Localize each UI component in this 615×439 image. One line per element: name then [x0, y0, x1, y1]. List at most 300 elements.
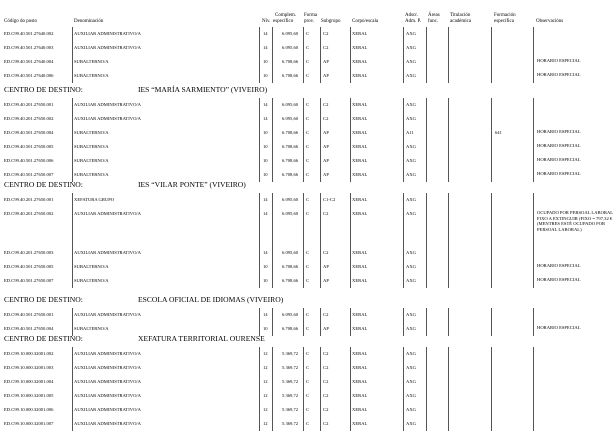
column-divider — [350, 207, 351, 246]
column-divider — [303, 260, 304, 274]
column-divider — [350, 403, 351, 417]
column-divider — [350, 347, 351, 361]
column-divider — [403, 347, 404, 361]
column-divider — [272, 112, 273, 126]
cell-observacions: HORARIO ESPECIAL — [537, 171, 581, 176]
column-divider — [448, 361, 449, 375]
column-divider — [259, 140, 260, 154]
cell-forma-prov: C — [306, 31, 310, 36]
cell-subgrupo: C2 — [323, 379, 329, 384]
column-divider — [426, 69, 427, 83]
column-divider — [72, 361, 73, 375]
column-divider — [448, 274, 449, 288]
cell-forma-prov: C — [306, 45, 310, 50]
column-divider — [491, 69, 492, 83]
cell-corpo: XERAL — [352, 59, 368, 64]
cell-forma-prov: C — [306, 393, 310, 398]
column-divider — [320, 308, 321, 322]
cell-forma-prov: C — [306, 264, 310, 269]
cell-denominacion: SUBALTERNO/A — [74, 264, 109, 269]
cell-corpo: XERAL — [352, 158, 368, 163]
cell-denominacion: AUXILIAR ADMINISTRATIVO/A — [74, 116, 141, 121]
cell-complemento: 6.708,66 — [282, 278, 299, 283]
cell-denominacion: SUBALTERNO/A — [74, 130, 109, 135]
column-divider — [303, 308, 304, 322]
cell-adscripcion: AXG — [406, 407, 416, 412]
column-divider — [320, 154, 321, 168]
cell-subgrupo: AP — [323, 326, 329, 331]
column-divider — [403, 126, 404, 140]
column-divider — [350, 274, 351, 288]
column-divider — [533, 55, 534, 69]
cell-adscripcion: AXG — [406, 211, 416, 216]
column-divider — [448, 246, 449, 260]
cell-codigo: ED.C99.10.000.32001.002 — [4, 351, 54, 356]
column-divider — [320, 361, 321, 375]
cell-codigo: ED.C99.40.501.27640.003 — [4, 45, 54, 50]
cell-complemento: 6.708,66 — [282, 73, 299, 78]
column-divider — [533, 168, 534, 182]
column-divider — [533, 154, 534, 168]
column-divider — [426, 126, 427, 140]
column-divider — [72, 260, 73, 274]
column-divider — [448, 98, 449, 112]
column-divider — [426, 55, 427, 69]
column-divider — [491, 27, 492, 41]
column-divider — [320, 274, 321, 288]
column-divider — [448, 41, 449, 55]
column-divider — [533, 403, 534, 417]
column-divider — [350, 308, 351, 322]
cell-complemento: 6.095,60 — [282, 102, 299, 107]
column-divider — [448, 112, 449, 126]
cell-codigo: ED.C99.40.201.27650.001 — [4, 197, 54, 202]
column-divider — [403, 274, 404, 288]
column-divider — [72, 140, 73, 154]
table-row — [0, 207, 615, 246]
column-divider — [491, 126, 492, 140]
column-divider — [259, 246, 260, 260]
table-row — [0, 193, 615, 207]
column-divider — [350, 417, 351, 431]
column-divider — [72, 69, 73, 83]
column-divider — [491, 274, 492, 288]
column-divider — [426, 389, 427, 403]
table-row — [0, 69, 615, 83]
column-divider — [320, 55, 321, 69]
cell-denominacion: SUBALTERNO/A — [74, 278, 109, 283]
cell-complemento: 6.095,60 — [282, 116, 299, 121]
cell-subgrupo: C2 — [323, 312, 329, 317]
column-divider — [533, 375, 534, 389]
cell-forma-prov: C — [306, 365, 310, 370]
cell-forma-prov: C — [306, 211, 310, 216]
column-divider — [72, 375, 73, 389]
cell-nivel: 10 — [263, 326, 268, 331]
column-divider — [320, 193, 321, 207]
column-divider — [72, 193, 73, 207]
column-divider — [320, 260, 321, 274]
header-areas-1: Áreas — [428, 13, 440, 18]
table-row — [0, 98, 615, 112]
cell-complemento: 5.369,72 — [282, 379, 299, 384]
cell-adscripcion: AXG — [406, 172, 416, 177]
cell-subgrupo: AP — [323, 278, 329, 283]
column-divider — [426, 308, 427, 322]
cell-observacions: HORARIO ESPECIAL — [537, 277, 581, 282]
column-divider — [350, 140, 351, 154]
column-divider — [533, 417, 534, 431]
column-divider — [72, 417, 73, 431]
column-divider — [303, 154, 304, 168]
cell-nivel: 10 — [263, 130, 268, 135]
column-divider — [491, 98, 492, 112]
column-divider — [272, 193, 273, 207]
header-codigo: Código do posto — [4, 19, 38, 24]
section-label: CENTRO DE DESTINO: — [4, 334, 83, 343]
cell-denominacion: AUXILIAR ADMINISTRATIVO/A — [74, 45, 141, 50]
cell-forma-prov: C — [306, 278, 310, 283]
cell-denominacion: AUXILIAR ADMINISTRATIVO/A — [74, 211, 141, 216]
column-divider — [426, 41, 427, 55]
cell-corpo: XERAL — [352, 102, 368, 107]
cell-denominacion: AUXILIAR ADMINISTRATIVO/A — [74, 31, 141, 36]
column-divider — [303, 322, 304, 336]
cell-codigo: ED.C99.40.201.27650.003 — [4, 250, 54, 255]
column-divider — [272, 375, 273, 389]
column-divider — [403, 246, 404, 260]
column-divider — [448, 417, 449, 431]
cell-nivel: 14 — [263, 45, 268, 50]
column-divider — [303, 55, 304, 69]
cell-adscripcion: AXG — [406, 197, 416, 202]
column-divider — [403, 27, 404, 41]
cell-denominacion: AUXILIAR ADMINISTRATIVO/A — [74, 393, 141, 398]
section-label: CENTRO DE DESTINO: — [4, 180, 83, 189]
column-divider — [448, 260, 449, 274]
cell-nivel: 10 — [263, 73, 268, 78]
column-divider — [426, 98, 427, 112]
cell-codigo: ED.C99.40.501.27640.004 — [4, 59, 54, 64]
cell-denominacion: AUXILIAR ADMINISTRATIVO/A — [74, 102, 141, 107]
cell-corpo: XERAL — [352, 351, 368, 356]
table-row — [0, 41, 615, 55]
header-corpo: Corpo/escala — [352, 19, 379, 24]
column-divider — [403, 154, 404, 168]
column-divider — [426, 347, 427, 361]
column-divider — [272, 308, 273, 322]
cell-forma-prov: C — [306, 326, 310, 331]
cell-adscripcion: AXG — [406, 59, 416, 64]
table-row — [0, 246, 615, 260]
cell-adscripcion: AXG — [406, 365, 416, 370]
cell-forma-prov: C — [306, 144, 310, 149]
cell-nivel: 10 — [263, 264, 268, 269]
header-forma-1: Forma — [304, 13, 318, 18]
cell-subgrupo: AP — [323, 172, 329, 177]
column-divider — [448, 193, 449, 207]
column-divider — [350, 154, 351, 168]
cell-forma-prov: C — [306, 312, 310, 317]
column-divider — [350, 193, 351, 207]
center-name: IES “MARÍA SARMIENTO” (VIVEIRO) — [138, 85, 268, 94]
column-divider — [403, 260, 404, 274]
cell-complemento: 6.708,66 — [282, 158, 299, 163]
table-row — [0, 322, 615, 336]
center-name: IES “VILAR PONTE” (VIVEIRO) — [138, 180, 246, 189]
column-divider — [320, 389, 321, 403]
cell-complemento: 6.708,66 — [282, 130, 299, 135]
cell-denominacion: AUXILIAR ADMINISTRATIVO/A — [74, 250, 141, 255]
cell-denominacion: AUXILIAR ADMINISTRATIVO/A — [74, 421, 141, 426]
column-divider — [533, 322, 534, 336]
cell-subgrupo: AP — [323, 158, 329, 163]
table-row — [0, 375, 615, 389]
cell-denominacion: SUBALTERNO/A — [74, 144, 109, 149]
column-divider — [272, 260, 273, 274]
column-divider — [491, 361, 492, 375]
cell-nivel: 12 — [263, 379, 268, 384]
cell-nivel: 14 — [263, 211, 268, 216]
cell-forma-prov: C — [306, 116, 310, 121]
column-divider — [259, 98, 260, 112]
column-divider — [350, 41, 351, 55]
column-divider — [259, 207, 260, 246]
center-name: ESCOLA OFICIAL DE IDIOMAS (VIVEIRO) — [138, 295, 284, 304]
cell-adscripcion: AXG — [406, 312, 416, 317]
column-divider — [303, 98, 304, 112]
column-divider — [426, 375, 427, 389]
column-divider — [491, 246, 492, 260]
column-divider — [350, 361, 351, 375]
cell-denominacion: AUXILIAR ADMINISTRATIVO/A — [74, 379, 141, 384]
cell-subgrupo: C2 — [323, 365, 329, 370]
cell-subgrupo: C1-C2 — [323, 197, 336, 202]
cell-codigo: ED.C99.40.501.27650.007 — [4, 278, 54, 283]
section-label: CENTRO DE DESTINO: — [4, 295, 83, 304]
column-divider — [350, 246, 351, 260]
cell-forma-prov: C — [306, 351, 310, 356]
column-divider — [533, 389, 534, 403]
cell-forma-prov: C — [306, 130, 310, 135]
column-divider — [272, 168, 273, 182]
column-divider — [259, 112, 260, 126]
column-divider — [350, 27, 351, 41]
column-divider — [491, 168, 492, 182]
column-divider — [320, 207, 321, 246]
cell-complemento: 6.095,60 — [282, 211, 299, 216]
column-divider — [272, 41, 273, 55]
cell-complemento: 5.369,72 — [282, 393, 299, 398]
column-divider — [426, 403, 427, 417]
cell-complemento: 6.708,66 — [282, 326, 299, 331]
column-divider — [303, 112, 304, 126]
header-nivel: Nív. — [262, 19, 271, 24]
cell-complemento: 6.095,60 — [282, 197, 299, 202]
column-divider — [350, 168, 351, 182]
column-divider — [403, 389, 404, 403]
column-divider — [72, 274, 73, 288]
column-divider — [303, 375, 304, 389]
column-divider — [259, 69, 260, 83]
column-divider — [448, 322, 449, 336]
column-divider — [303, 140, 304, 154]
cell-adscripcion: AXG — [406, 144, 416, 149]
column-divider — [403, 417, 404, 431]
table-row — [0, 168, 615, 182]
cell-subgrupo: C2 — [323, 421, 329, 426]
header-titulacion-2: académica — [450, 19, 472, 24]
column-divider — [350, 375, 351, 389]
column-divider — [259, 361, 260, 375]
header-adscr-1: Adscr. — [405, 13, 418, 18]
cell-denominacion: SUBALTERNO/A — [74, 172, 109, 177]
column-divider — [533, 347, 534, 361]
header-complem-2: específico — [273, 19, 294, 24]
cell-adscripcion: AXG — [406, 73, 416, 78]
cell-corpo: XERAL — [352, 278, 368, 283]
column-divider — [491, 140, 492, 154]
header-titulacion-1: Titulación — [450, 13, 471, 18]
column-divider — [320, 347, 321, 361]
column-divider — [259, 308, 260, 322]
cell-corpo: XERAL — [352, 365, 368, 370]
cell-adscripcion: AXG — [406, 393, 416, 398]
column-divider — [533, 308, 534, 322]
column-divider — [403, 41, 404, 55]
column-divider — [491, 112, 492, 126]
cell-forma-prov: C — [306, 379, 310, 384]
column-divider — [320, 168, 321, 182]
cell-codigo: ED.C99.10.000.32001.004 — [4, 379, 54, 384]
column-divider — [272, 274, 273, 288]
column-divider — [426, 417, 427, 431]
cell-subgrupo: C2 — [323, 116, 329, 121]
column-divider — [303, 27, 304, 41]
column-divider — [303, 126, 304, 140]
column-divider — [259, 274, 260, 288]
cell-nivel: 14 — [263, 197, 268, 202]
column-divider — [272, 347, 273, 361]
column-divider — [320, 98, 321, 112]
cell-complemento: 6.708,66 — [282, 172, 299, 177]
column-divider — [533, 126, 534, 140]
cell-nivel: 12 — [263, 407, 268, 412]
cell-complemento: 5.369,72 — [282, 365, 299, 370]
cell-nivel: 10 — [263, 158, 268, 163]
column-divider — [320, 322, 321, 336]
column-divider — [403, 403, 404, 417]
column-divider — [259, 347, 260, 361]
column-divider — [448, 168, 449, 182]
cell-corpo: XERAL — [352, 116, 368, 121]
column-divider — [491, 389, 492, 403]
column-divider — [259, 126, 260, 140]
column-divider — [320, 375, 321, 389]
cell-adscripcion: AXG — [406, 116, 416, 121]
cell-observacions: HORARIO ESPECIAL — [537, 143, 581, 148]
cell-subgrupo: AP — [323, 264, 329, 269]
column-divider — [350, 55, 351, 69]
cell-complemento: 6.095,60 — [282, 250, 299, 255]
column-divider — [303, 389, 304, 403]
cell-nivel: 12 — [263, 421, 268, 426]
section-label: CENTRO DE DESTINO: — [4, 85, 83, 94]
cell-forma-prov: C — [306, 172, 310, 177]
cell-codigo: ED.C99.40.501.27650.005 — [4, 264, 54, 269]
column-divider — [448, 389, 449, 403]
column-divider — [72, 154, 73, 168]
cell-adscripcion: AXG — [406, 278, 416, 283]
column-divider — [320, 140, 321, 154]
table-row — [0, 274, 615, 288]
cell-adscripcion: A11 — [406, 130, 414, 135]
cell-adscripcion: AXG — [406, 158, 416, 163]
cell-nivel: 10 — [263, 144, 268, 149]
header-forma-2: prov. — [304, 19, 315, 24]
cell-denominacion: AUXILIAR ADMINISTRATIVO/A — [74, 365, 141, 370]
column-divider — [533, 260, 534, 274]
table-row — [0, 389, 615, 403]
cell-corpo: XERAL — [352, 312, 368, 317]
cell-observacions: HORARIO ESPECIAL — [537, 263, 581, 268]
column-divider — [272, 389, 273, 403]
cell-forma-prov: C — [306, 73, 310, 78]
column-divider — [491, 322, 492, 336]
column-divider — [448, 308, 449, 322]
column-divider — [491, 417, 492, 431]
cell-corpo: XERAL — [352, 393, 368, 398]
column-divider — [491, 403, 492, 417]
cell-observacions: HORARIO ESPECIAL — [537, 129, 581, 134]
column-divider — [303, 207, 304, 246]
column-divider — [303, 403, 304, 417]
cell-subgrupo: C2 — [323, 393, 329, 398]
column-divider — [320, 246, 321, 260]
cell-denominacion: SUBALTERNO/A — [74, 158, 109, 163]
column-divider — [448, 55, 449, 69]
table-row — [0, 403, 615, 417]
column-divider — [72, 55, 73, 69]
column-divider — [259, 417, 260, 431]
cell-codigo: ED.C99.40.201.27650.001 — [4, 102, 54, 107]
header-formacion-2: específica — [494, 19, 514, 24]
table-row — [0, 361, 615, 375]
column-divider — [403, 98, 404, 112]
column-divider — [426, 193, 427, 207]
cell-complemento: 6.095,60 — [282, 45, 299, 50]
cell-subgrupo: C2 — [323, 102, 329, 107]
column-divider — [403, 168, 404, 182]
column-divider — [303, 168, 304, 182]
cell-adscripcion: AXG — [406, 45, 416, 50]
column-divider — [272, 361, 273, 375]
cell-codigo: ED.C99.40.501.27650.006 — [4, 158, 54, 163]
cell-forma-prov: C — [306, 407, 310, 412]
header-observacions: Observacións — [536, 19, 564, 24]
column-divider — [426, 168, 427, 182]
cell-adscripcion: AXG — [406, 351, 416, 356]
cell-subgrupo: AP — [323, 130, 329, 135]
column-divider — [303, 41, 304, 55]
cell-complemento: 6.095,60 — [282, 312, 299, 317]
column-divider — [403, 112, 404, 126]
cell-corpo: XERAL — [352, 45, 368, 50]
cell-subgrupo: AP — [323, 59, 329, 64]
cell-forma-prov: C — [306, 197, 310, 202]
cell-codigo: ED.C99.10.000.32001.007 — [4, 421, 54, 426]
cell-codigo: ED.C99.40.201.27650.002 — [4, 211, 54, 216]
